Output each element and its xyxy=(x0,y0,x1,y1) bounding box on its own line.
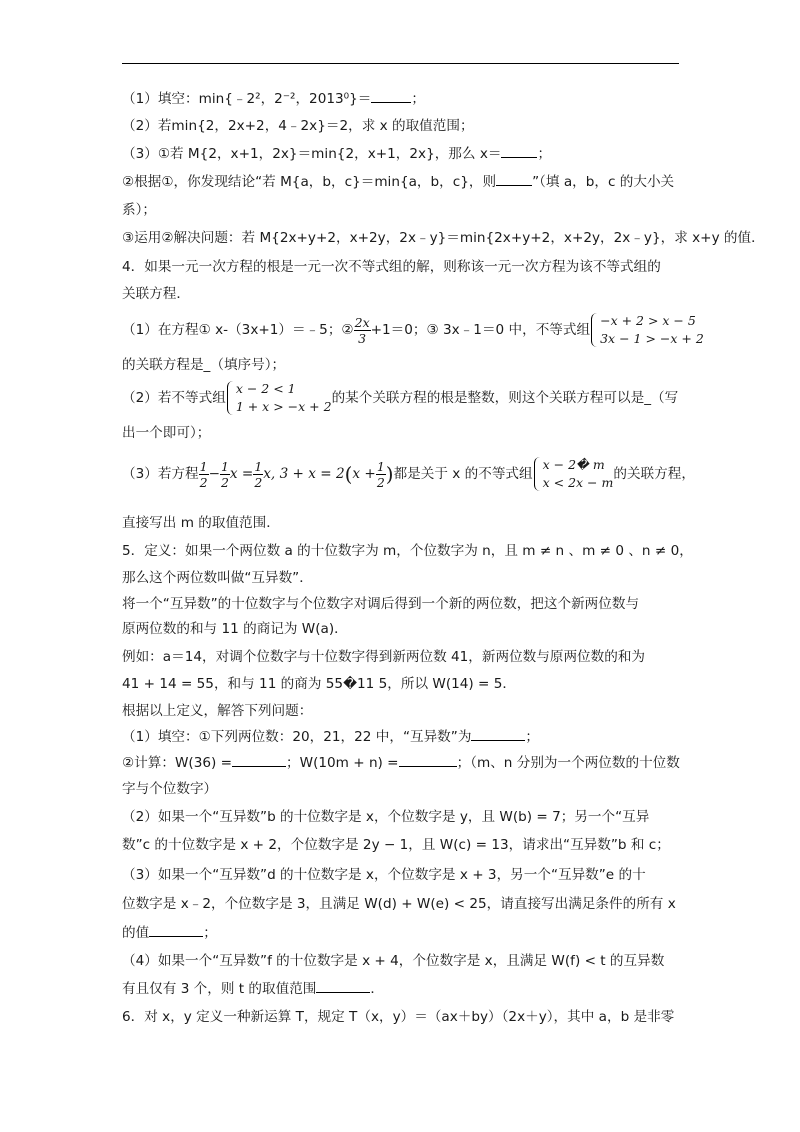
q5-part2-cont: 数”c 的十位数字是 x + 2，个位数字是 2y − 1，且 W(c) = 13，请求出“互异数”b 和 c； xyxy=(122,837,670,853)
q5-part1-calc: ②计算：W(36) = ；W(10m + n) = ；（m、n 分别为一个两位数的十位数 xyxy=(122,752,680,774)
header-rule xyxy=(122,63,679,64)
q3-part3-apply: ③运用②解决问题：若 M{2x+y+2，x+2y，2x﹣y}＝min{2x+y+2，x+2y，2x﹣y}，求 x+y 的值． xyxy=(122,230,765,246)
inequality-system: x − 2 < 1 1 + x > −x + 2 xyxy=(226,380,332,416)
q3-part1: （1）填空：min{﹣2²，2⁻²，2013⁰}＝ ； xyxy=(122,88,425,110)
q3-part2: （2）若min{2，2x+2，4﹣2x}＝2，求 x 的取值范围； xyxy=(122,118,474,134)
answer-blank[interactable] xyxy=(371,88,411,103)
q4-part1: （1）在方程① x-（3x+1）＝﹣5；② $\frac{2x}{3}$ +1＝0；③ 3x﹣1＝0 中，不等式组 −x + 2 > x − 5 3x − 1 > −x + 2 xyxy=(122,313,704,346)
q5-example: 例如：a＝14，对调个位数字与十位数字得到新两位数 41，新两位数与原两位数的和为 xyxy=(122,649,646,665)
answer-blank[interactable] xyxy=(316,978,370,993)
q5-part4-cont: 有且仅有 3 个，则 t 的取值范围 ． xyxy=(122,978,384,1000)
q5-example-cont: 41 + 14 = 55，和与 11 的商为 55�11 5，所以 W(14) = 5． xyxy=(122,676,517,692)
inequality-system: x − 2� m x < 2x − m xyxy=(533,456,614,492)
q5-definition-cont: 那么这个两位数叫做“互异数”． xyxy=(122,570,313,586)
q4-part1-cont: 的关联方程是_（填序号）； xyxy=(122,357,286,373)
answer-blank[interactable] xyxy=(149,922,203,937)
answer-blank[interactable] xyxy=(501,143,537,158)
answer-blank[interactable] xyxy=(496,171,532,186)
q4-part2-cont: 出一个即可）； xyxy=(122,425,211,441)
fraction: $\frac{2x}{3}$ xyxy=(354,314,370,346)
answer-blank[interactable] xyxy=(399,752,457,767)
q4-intro: 4．如果一元一次方程的根是一元一次不等式组的解，则称该一元一次方程为该不等式组的 xyxy=(122,259,661,275)
q3-part3-conclusion: ②根据①，你发现结论“若 M{a，b，c}＝min{a，b，c}，则 ”（填 a，b，c 的大小关 xyxy=(122,171,674,193)
q5-rule: 将一个“互异数”的十位数字与个位数字对调后得到一个新的两位数，把这个新两位数与 xyxy=(122,596,640,612)
q4-intro-cont: 关联方程． xyxy=(122,286,190,302)
q5-instructions: 根据以上定义，解答下列问题： xyxy=(122,703,313,719)
q3-part3-conclusion-cont: 系）； xyxy=(122,202,156,218)
answer-blank[interactable] xyxy=(232,752,286,767)
q5-rule-cont: 原两位数的和与 11 的商记为 W(a)． xyxy=(122,621,348,637)
q6-intro: 6．对 x，y 定义一种新运算 T，规定 T（x，y）＝（ax＋by）（2x＋y），其中 a，b 是非零 xyxy=(122,1009,675,1025)
answer-blank[interactable] xyxy=(471,726,525,741)
q4-part2: （2）若不等式组 x − 2 < 1 1 + x > −x + 2 的某个关联方程的根是整数，则这个关联方程可以是_（写 xyxy=(122,381,679,414)
q5-part1-calc-cont: 字与个位数字） xyxy=(122,781,218,797)
q5-part3-answer: 的值 ； xyxy=(122,922,217,944)
q4-part3: （3）若方程 $\frac{1}{2}$ − $\frac{1}{2}$ x = $\frac{1}{2}$ x, 3 + x = 2(x + $\frac{1}{2}$ )都是关于 x 的不等式组 x − 2� m x < 2x − m 的关联方程， xyxy=(122,457,695,490)
q5-part2: （2）如果一个“互异数”b 的十位数字是 x，个位数字是 y，且 W(b) = 7；另一个“互异 xyxy=(122,809,650,825)
q4-part3-cont: 直接写出 m 的取值范围． xyxy=(122,515,280,531)
q5-part3-cont: 位数字是 x﹣2，个位数字是 3，且满足 W(d) + W(e) < 25，请直接写出满足条件的所有 x xyxy=(122,896,676,912)
q5-part4: （4）如果一个“互异数”f 的十位数字是 x + 4，个位数字是 x，且满足 W(f) < t 的互异数 xyxy=(122,953,665,969)
q5-part1: （1）填空：①下列两位数：20，21，22 中，“互异数”为 ； xyxy=(122,726,539,748)
q3-part3: （3）①若 M{2，x+1，2x}＝min{2，x+1，2x}，那么 x＝ ； xyxy=(122,143,551,165)
inequality-system: −x + 2 > x − 5 3x − 1 > −x + 2 xyxy=(590,312,704,348)
q5-part3: （3）如果一个“互异数”d 的十位数字是 x，个位数字是 x + 3，另一个“互异数”e 的十 xyxy=(122,867,646,883)
q5-definition: 5．定义：如果一个两位数 a 的十位数字为 m，个位数字为 n，且 m ≠ n 、m ≠ 0 、n ≠ 0， xyxy=(122,543,693,559)
